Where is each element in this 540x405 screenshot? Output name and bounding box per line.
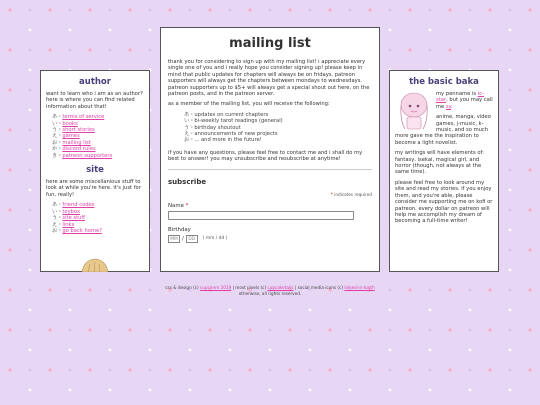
birthday-fields	[168, 235, 372, 243]
page-title: mailing list	[229, 36, 311, 51]
list-item: お・go back home?	[52, 227, 102, 234]
list-item: い・toybox	[52, 208, 81, 215]
link-terms-of-service[interactable]: terms of service	[62, 114, 105, 121]
about-heading: the basic baka	[409, 77, 479, 87]
bio-support: please feel free to look around my site and read my stories. if you enjoy them, and you're able, please consider me supporting me on kofi or patreon. every dollar on patreon will help me accomplish my dream of becoming a full-time writer!	[395, 179, 493, 225]
link-discord-rules[interactable]: discord rules	[62, 146, 96, 153]
list-item: あ・updates on current chapters	[184, 111, 269, 118]
right-sidebar	[389, 70, 499, 272]
link-links[interactable]: links	[62, 221, 75, 228]
required-star-icon: *	[330, 191, 333, 197]
list-item: き・patreon supporters	[52, 152, 113, 159]
benefits-list	[184, 112, 372, 144]
link-toybox[interactable]: toybox	[62, 208, 81, 215]
site-heading: site	[86, 165, 104, 176]
name-label: Name *	[168, 202, 189, 209]
birth-month-input[interactable]: MM	[168, 235, 180, 243]
link-site-stuff[interactable]: site stuff	[62, 215, 86, 222]
list-item: あ・friend codes	[52, 202, 95, 209]
author-avatar-illustration	[395, 91, 433, 131]
link-games[interactable]: games	[62, 133, 80, 140]
bio-genres: my writings will have elements of: fantasy, isekai, magical girl, and horror (though, not always at the same time).	[395, 150, 484, 176]
left-sidebar	[40, 70, 150, 272]
list-item: え・announcements of new projects	[184, 131, 278, 138]
list-item: お・... and more in the future!	[184, 137, 262, 144]
link-books[interactable]: books	[62, 120, 78, 127]
subscribe-heading: subscribe	[168, 177, 207, 186]
required-star-icon: *	[185, 202, 189, 209]
rights-line: otherwise, all rights reserved.	[238, 290, 302, 296]
bio-penname: my penname is ic-star, but you may call me sy.	[436, 91, 493, 110]
intro-paragraph: thank you for considering to sign up with my mailing list! i appreciate every single one of you and i really hope you consider signing up! please keep in mind that public updates for chapters will always be on fridays. patreon supporters will always get the chapters between mondays to wednesdays. patreon supporters up to $5+ will always get a special shout out here, on the patreon posts, and in the patreon server.	[168, 59, 370, 98]
list-item: え・links	[52, 221, 75, 228]
site-links-list	[52, 202, 144, 234]
list-item: お・mailing list	[52, 139, 91, 146]
list-item: え・games	[52, 133, 80, 140]
date-separator: /	[182, 235, 184, 242]
link-mailing-list[interactable]: mailing list	[62, 139, 91, 146]
link-alias[interactable]: sy	[445, 103, 451, 110]
list-item: う・short stories	[52, 127, 95, 134]
list-item: あ・terms of service	[52, 114, 105, 121]
site-footer	[0, 285, 540, 296]
list-item: う・birthday shoutout	[184, 124, 241, 131]
date-format-hint: ( mm / dd )	[202, 236, 228, 242]
birth-day-input[interactable]: DD	[186, 235, 198, 243]
bio-inspiration: anime, manga, video games, j-music, k-music, and so much more gave me the inspiration to become a light novelist.	[395, 114, 491, 146]
link-credit-pixels[interactable]: cupcaketails	[267, 285, 294, 290]
benefits-intro: as a member of the mailing list, you will receive the following:	[168, 101, 330, 108]
required-note: * indicates required	[330, 191, 372, 197]
site-intro: here are some miscellanious stuff to look at while you're here. it's just for fun, really!	[46, 179, 141, 198]
closing-paragraph: if you have any questions, please feel free to contact me and i shall do my best to answer! you may unsubscribe and resubscribe at anytime!	[168, 149, 363, 163]
link-go-back-home[interactable]: go back home?	[62, 227, 102, 234]
author-heading: author	[79, 77, 111, 87]
link-credit-icons[interactable]: linked-in-tooth	[344, 285, 375, 290]
list-item: い・bi-weekly tarot readings (general)	[184, 118, 283, 125]
credits-line: css & design (c) cupcenm 2019 | most pixels (c) cupcaketails | social media icons (c) linked-in-tooth	[165, 285, 375, 290]
list-item: か・discord rules	[52, 146, 96, 153]
character-hair-illustration	[80, 258, 110, 272]
author-links-list	[52, 114, 144, 159]
link-short-stories[interactable]: short stories	[62, 127, 95, 134]
link-friend-codes[interactable]: friend codes	[62, 202, 95, 209]
author-intro: want to learn who i am as an author? here is where you can find related information about that!	[46, 91, 143, 110]
subscribe-form	[168, 169, 372, 243]
list-item: う・site stuff	[52, 215, 86, 222]
birthday-label: Birthday	[168, 226, 191, 233]
link-penname[interactable]: ic-star	[436, 91, 484, 104]
name-input[interactable]	[168, 211, 354, 220]
list-item: い・books	[52, 120, 78, 127]
main-content	[160, 27, 380, 272]
link-patreon-supporters[interactable]: patreon supporters	[62, 152, 113, 159]
link-credit-design[interactable]: cupcenm 2019	[199, 285, 232, 290]
